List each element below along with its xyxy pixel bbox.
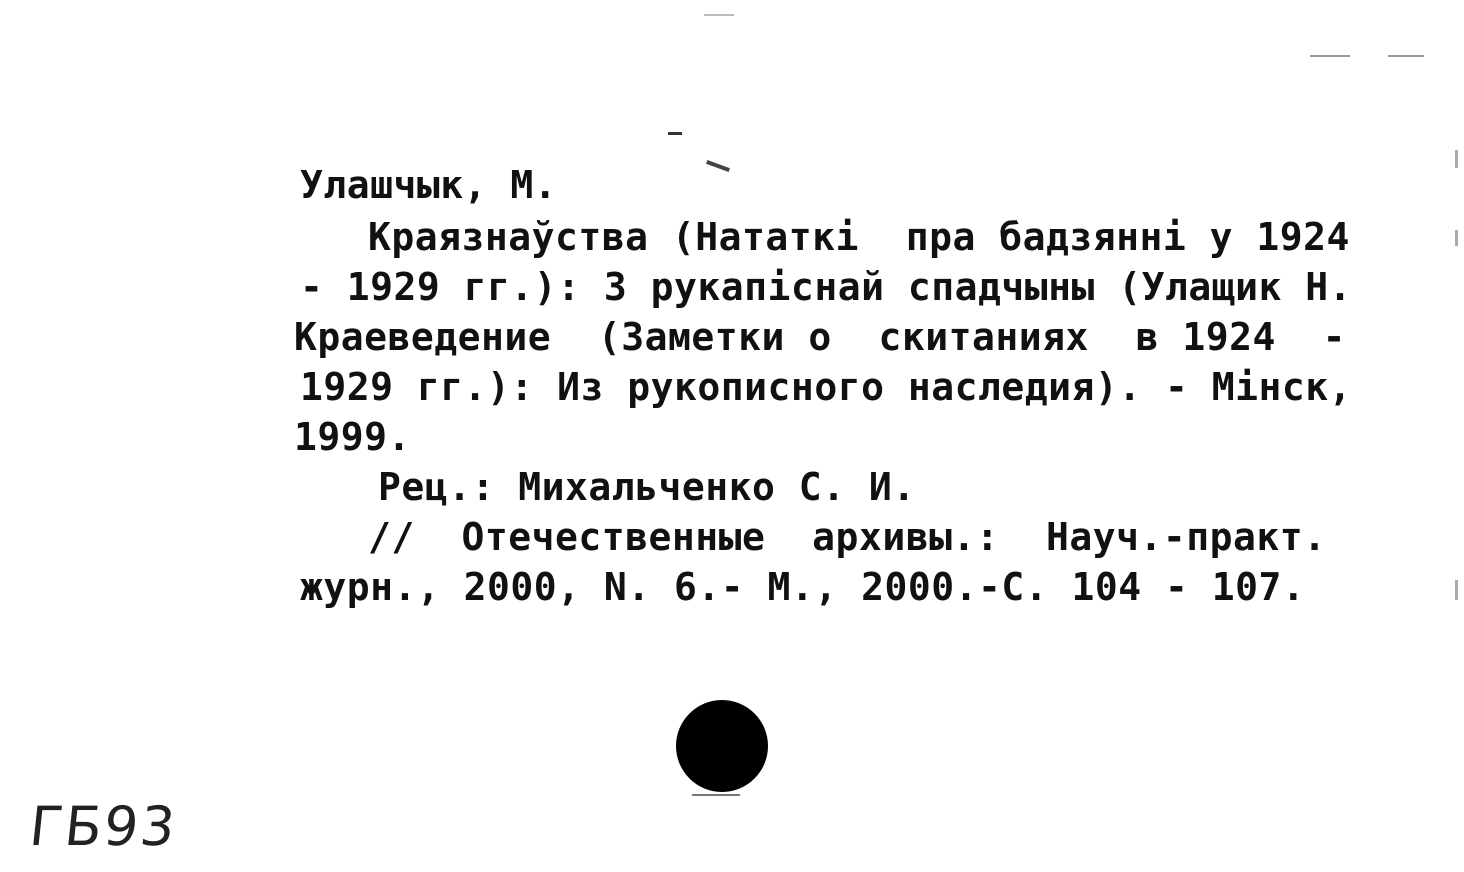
handwritten-shelf-mark: ГБ93 <box>26 795 181 858</box>
scan-speck <box>1388 55 1424 57</box>
source-line-2: журн., 2000, N. 6.- М., 2000.-С. 104 - 107. <box>300 565 1306 609</box>
title-line-1-text: Краязнаўства (Нататкі пра бадзянні у 1924 <box>368 215 1350 259</box>
scan-speck <box>1455 150 1458 168</box>
scan-speck <box>668 132 682 135</box>
title-line-5: 1999. <box>294 415 411 459</box>
source-line-1: // Отечественные архивы.: Науч.-практ. <box>368 515 1327 559</box>
scan-speck <box>704 14 734 16</box>
title-line-4: 1929 гг.): Из рукописного наследия). - Мінск, <box>300 365 1353 409</box>
scan-speck <box>1455 580 1458 600</box>
scan-speck <box>1310 55 1350 57</box>
review-line: Рец.: Михальченко С. И. <box>378 465 916 509</box>
author-heading: Улашчык, М. <box>300 163 558 207</box>
scan-speck <box>1455 230 1458 246</box>
title-line-1 <box>368 212 1400 262</box>
punch-hole-shadow <box>692 794 740 796</box>
punch-hole <box>676 700 768 792</box>
title-line-2: - 1929 гг.): З рукапіснай спадчыны (Улащик Н. <box>300 265 1353 309</box>
scan-speck <box>706 160 730 172</box>
title-line-3: Краеведение (Заметки о скитаниях в 1924 - <box>294 315 1347 359</box>
